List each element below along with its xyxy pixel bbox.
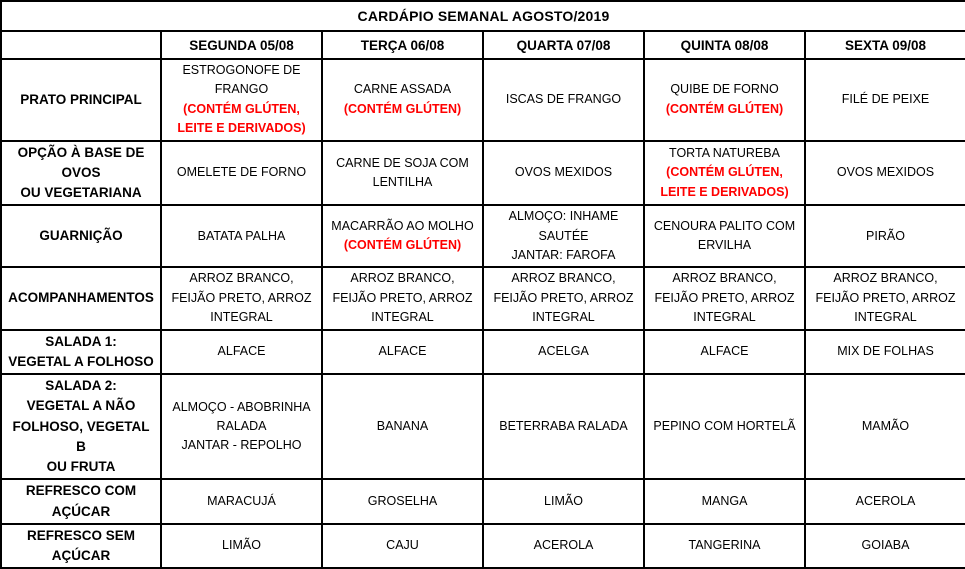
menu-cell (322, 141, 483, 206)
menu-cell (805, 374, 965, 479)
menu-cell (805, 205, 965, 267)
allergen-note: (CONTÉM GLÚTEN) (665, 101, 784, 116)
row-header (1, 205, 161, 267)
column-header: SEGUNDA 05/08 (161, 31, 322, 59)
menu-item-text: ARROZ BRANCO, FEIJÃO PRETO, ARROZ INTEGRAL (654, 271, 795, 325)
row-header-line: REFRESCO COM AÇÚCAR (25, 483, 137, 519)
menu-item-text: MARACUJÁ (207, 493, 276, 508)
column-header: QUARTA 07/08 (483, 31, 644, 59)
menu-cell (161, 205, 322, 267)
row-header (1, 59, 161, 141)
menu-item-text: GROSELHA (367, 493, 438, 508)
menu-item-text: ISCAS DE FRANGO (505, 92, 622, 107)
menu-item-text: ALFACE (217, 344, 266, 359)
menu-item-text: MACARRÃO AO MOLHO (331, 218, 474, 233)
row-header (1, 374, 161, 479)
menu-cell (483, 267, 644, 329)
menu-item-text: BATATA PALHA (197, 228, 286, 243)
menu-cell (483, 141, 644, 206)
menu-item-text: CARNE DE SOJA COM LENTILHA (336, 155, 469, 189)
menu-item-text: CARNE ASSADA (353, 82, 452, 97)
header-row (1, 31, 965, 59)
menu-cell (322, 59, 483, 141)
menu-item-text: MAMÃO (861, 418, 910, 433)
allergen-note: (CONTÉM GLÚTEN, LEITE E DERIVADOS) (177, 101, 306, 136)
row-header-line: SALADA 1: (45, 333, 117, 349)
menu-item-text: LIMÃO (222, 538, 261, 553)
menu-item-text: ARROZ BRANCO, FEIJÃO PRETO, ARROZ INTEGRAL (815, 271, 956, 325)
menu-item-text: QUIBE DE FORNO (670, 82, 779, 97)
row-header (1, 141, 161, 206)
menu-item-text: OVOS MEXIDOS (514, 165, 613, 180)
menu-cell (805, 141, 965, 206)
table-row (1, 479, 965, 524)
row-header-line: REFRESCO SEM AÇÚCAR (26, 527, 135, 563)
menu-item-text: ALMOÇO - ABOBRINHA RALADA (172, 399, 311, 433)
row-header-line: ACOMPANHAMENTOS (8, 290, 154, 306)
menu-cell (483, 330, 644, 375)
menu-item-text: FILÉ DE PEIXE (841, 92, 930, 107)
menu-item-text: TANGERINA (688, 538, 761, 553)
title-row (1, 1, 965, 31)
menu-cell (805, 524, 965, 569)
menu-cell (483, 59, 644, 141)
menu-cell (322, 479, 483, 524)
page-title: CARDÁPIO SEMANAL AGOSTO/2019 (1, 1, 965, 31)
menu-item-text: BANANA (376, 418, 429, 433)
row-header (1, 479, 161, 524)
row-header (1, 330, 161, 375)
allergen-note: (CONTÉM GLÚTEN) (343, 238, 462, 253)
column-header: TERÇA 06/08 (322, 31, 483, 59)
menu-item-text: ALMOÇO: INHAME SAUTÉE (508, 209, 619, 243)
column-header: QUINTA 08/08 (644, 31, 805, 59)
menu-cell (644, 267, 805, 329)
corner-cell (1, 31, 161, 59)
menu-cell (644, 141, 805, 206)
allergen-note: (CONTÉM GLÚTEN, LEITE E DERIVADOS) (660, 165, 789, 199)
row-header-line: SALADA 2: (45, 378, 117, 393)
menu-cell (161, 330, 322, 375)
menu-cell (161, 524, 322, 569)
row-header-line: VEGETAL A FOLHOSO (8, 353, 154, 369)
menu-item-text: MIX DE FOLHAS (837, 344, 934, 359)
row-header-line: VEGETAL A NÃO (26, 398, 136, 414)
menu-cell (483, 479, 644, 524)
allergen-note: (CONTÉM GLÚTEN) (343, 101, 462, 116)
menu-cell (322, 205, 483, 267)
row-header-line: OU FRUTA (46, 459, 116, 474)
table-row (1, 141, 965, 206)
row-header-line: FOLHOSO, VEGETAL B (12, 418, 150, 454)
row-header-line: PRATO PRINCIPAL (20, 91, 142, 107)
menu-cell (805, 479, 965, 524)
menu-cell (805, 267, 965, 329)
menu-cell (644, 524, 805, 569)
menu-item-text: ALFACE (378, 344, 427, 359)
row-header-line: OU VEGETARIANA (20, 185, 142, 200)
menu-cell (644, 479, 805, 524)
menu-item-text: BETERRABA RALADA (499, 418, 628, 433)
menu-item-text: CENOURA PALITO COM ERVILHA (653, 218, 796, 253)
menu-item-text: ACELGA (538, 344, 589, 359)
menu-item-text: ALFACE (700, 344, 749, 359)
menu-item-text: GOIABA (861, 538, 910, 553)
menu-item-text: JANTAR: FAROFA (511, 248, 616, 262)
menu-cell (322, 374, 483, 479)
menu-cell (805, 59, 965, 141)
row-header (1, 524, 161, 569)
menu-cell (161, 479, 322, 524)
menu-cell (322, 267, 483, 329)
menu-cell (644, 59, 805, 141)
row-header-line: GUARNIÇÃO (39, 228, 123, 244)
menu-item-text: OMELETE DE FORNO (176, 165, 307, 180)
table-row (1, 524, 965, 569)
table-row (1, 330, 965, 375)
menu-item-text: TORTA NATUREBA (669, 145, 780, 160)
table-row (1, 205, 965, 267)
column-header: SEXTA 09/08 (805, 31, 965, 59)
table-row (1, 374, 965, 479)
menu-item-text: ACEROLA (855, 493, 916, 508)
menu-item-text: ESTROGONOFE DE FRANGO (182, 63, 301, 97)
menu-cell (644, 205, 805, 267)
row-header (1, 267, 161, 329)
menu-cell (161, 374, 322, 479)
menu-item-text: MANGA (701, 493, 748, 508)
menu-cell (805, 330, 965, 375)
menu-item-text: JANTAR - REPOLHO (181, 438, 302, 453)
menu-cell (483, 205, 644, 267)
menu-cell (483, 524, 644, 569)
menu-cell (644, 330, 805, 375)
menu-item-text: ACEROLA (533, 538, 594, 553)
menu-item-text: PEPINO COM HORTELÃ (653, 418, 796, 433)
menu-item-text: CAJU (386, 538, 419, 553)
menu-cell (322, 524, 483, 569)
table-row (1, 59, 965, 141)
menu-cell (322, 330, 483, 375)
menu-item-text: PIRÃO (866, 228, 905, 243)
menu-cell (161, 267, 322, 329)
menu-cell (161, 141, 322, 206)
table-row (1, 267, 965, 329)
menu-item-text: ARROZ BRANCO, FEIJÃO PRETO, ARROZ INTEGRAL (332, 271, 473, 325)
menu-cell (644, 374, 805, 479)
menu-item-text: ARROZ BRANCO, FEIJÃO PRETO, ARROZ INTEGRAL (171, 271, 312, 325)
menu-item-text: LIMÃO (544, 493, 583, 508)
menu-item-text: ARROZ BRANCO, FEIJÃO PRETO, ARROZ INTEGRAL (493, 271, 634, 325)
menu-item-text: OVOS MEXIDOS (836, 165, 935, 180)
row-header-line: OPÇÃO À BASE DE OVOS (17, 144, 145, 180)
menu-cell (483, 374, 644, 479)
menu-cell (161, 59, 322, 141)
